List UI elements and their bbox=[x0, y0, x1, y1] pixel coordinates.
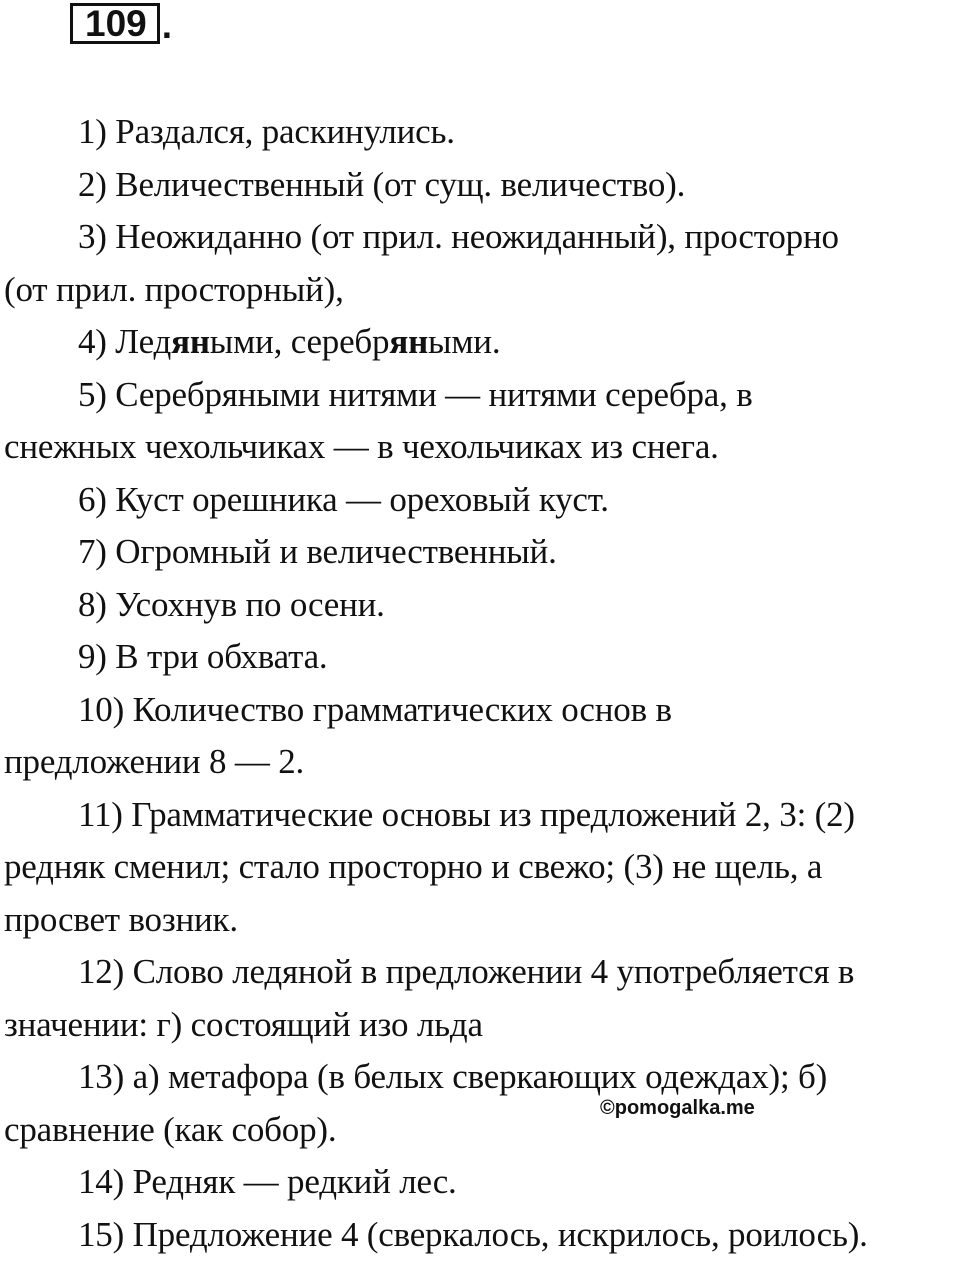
answer-line: 11) Грамматические основы из предложений 2, 3: (2) bbox=[4, 789, 958, 842]
answer-item-13 bbox=[4, 1051, 958, 1156]
answer-item-12 bbox=[4, 946, 958, 1051]
answer-line bbox=[4, 316, 958, 369]
answer-item-15 bbox=[4, 1209, 958, 1261]
task-number-box: 109 bbox=[70, 3, 160, 44]
answer-line: просвет возник. bbox=[4, 894, 958, 947]
answer-line: 12) Слово ледяной в предложении 4 употребляется в bbox=[4, 946, 958, 999]
answer-line: редняк сменил; стало просторно и свежо; (3) не щель, а bbox=[4, 841, 958, 894]
answer-line: 10) Количество грамматических основ в bbox=[4, 684, 958, 737]
answer-line: снежных чехольчиках — в чехольчиках из снега. bbox=[4, 421, 958, 474]
answer-line: (от прил. просторный), bbox=[4, 264, 958, 317]
answer-line: 9) В три обхвата. bbox=[4, 631, 958, 684]
answer-line: сравнение (как собор). bbox=[4, 1104, 958, 1157]
answer-item-4 bbox=[4, 316, 958, 369]
answer-line: 15) Предложение 4 (сверкалось, искрилось, роилось). bbox=[4, 1209, 958, 1261]
answer-item-6 bbox=[4, 474, 958, 527]
answer-line: значении: г) состоящий изо льда bbox=[4, 999, 958, 1052]
answer-line: 7) Огромный и величественный. bbox=[4, 526, 958, 579]
answer-line: 8) Усохнув по осени. bbox=[4, 579, 958, 632]
task-number-dot: . bbox=[162, 7, 172, 44]
answer-item-9 bbox=[4, 631, 958, 684]
task-number bbox=[70, 4, 172, 44]
answer-line: 1) Раздался, раскинулись. bbox=[4, 106, 958, 159]
answer-item-1 bbox=[4, 106, 958, 159]
watermark: ©pomogalka.me bbox=[600, 1097, 755, 1120]
answer-text: ыми, серебр bbox=[210, 322, 390, 361]
answer-item-5 bbox=[4, 369, 958, 474]
answer-line: 2) Величественный (от сущ. величество). bbox=[4, 159, 958, 212]
highlighted-suffix: ян bbox=[389, 322, 428, 361]
answer-line: 6) Куст орешника — ореховый куст. bbox=[4, 474, 958, 527]
answer-item-8 bbox=[4, 579, 958, 632]
answer-item-11 bbox=[4, 789, 958, 947]
answer-list bbox=[4, 106, 958, 1261]
answer-line: 5) Серебряными нитями — нитями серебра, в bbox=[4, 369, 958, 422]
answer-text: ыми. bbox=[428, 322, 500, 361]
highlighted-suffix: ян bbox=[171, 322, 210, 361]
answer-item-2 bbox=[4, 159, 958, 212]
answer-line: 13) а) метафора (в белых сверкающих одеждах); б) bbox=[4, 1051, 958, 1104]
answer-line: 3) Неожиданно (от прил. неожиданный), просторно bbox=[4, 211, 958, 264]
answer-item-10 bbox=[4, 684, 958, 789]
answer-item-7 bbox=[4, 526, 958, 579]
answer-item-3 bbox=[4, 211, 958, 316]
answer-item-14 bbox=[4, 1156, 958, 1209]
answer-line: предложении 8 — 2. bbox=[4, 736, 958, 789]
answer-line: 14) Редняк — редкий лес. bbox=[4, 1156, 958, 1209]
answer-text: 4) Лед bbox=[78, 322, 171, 361]
